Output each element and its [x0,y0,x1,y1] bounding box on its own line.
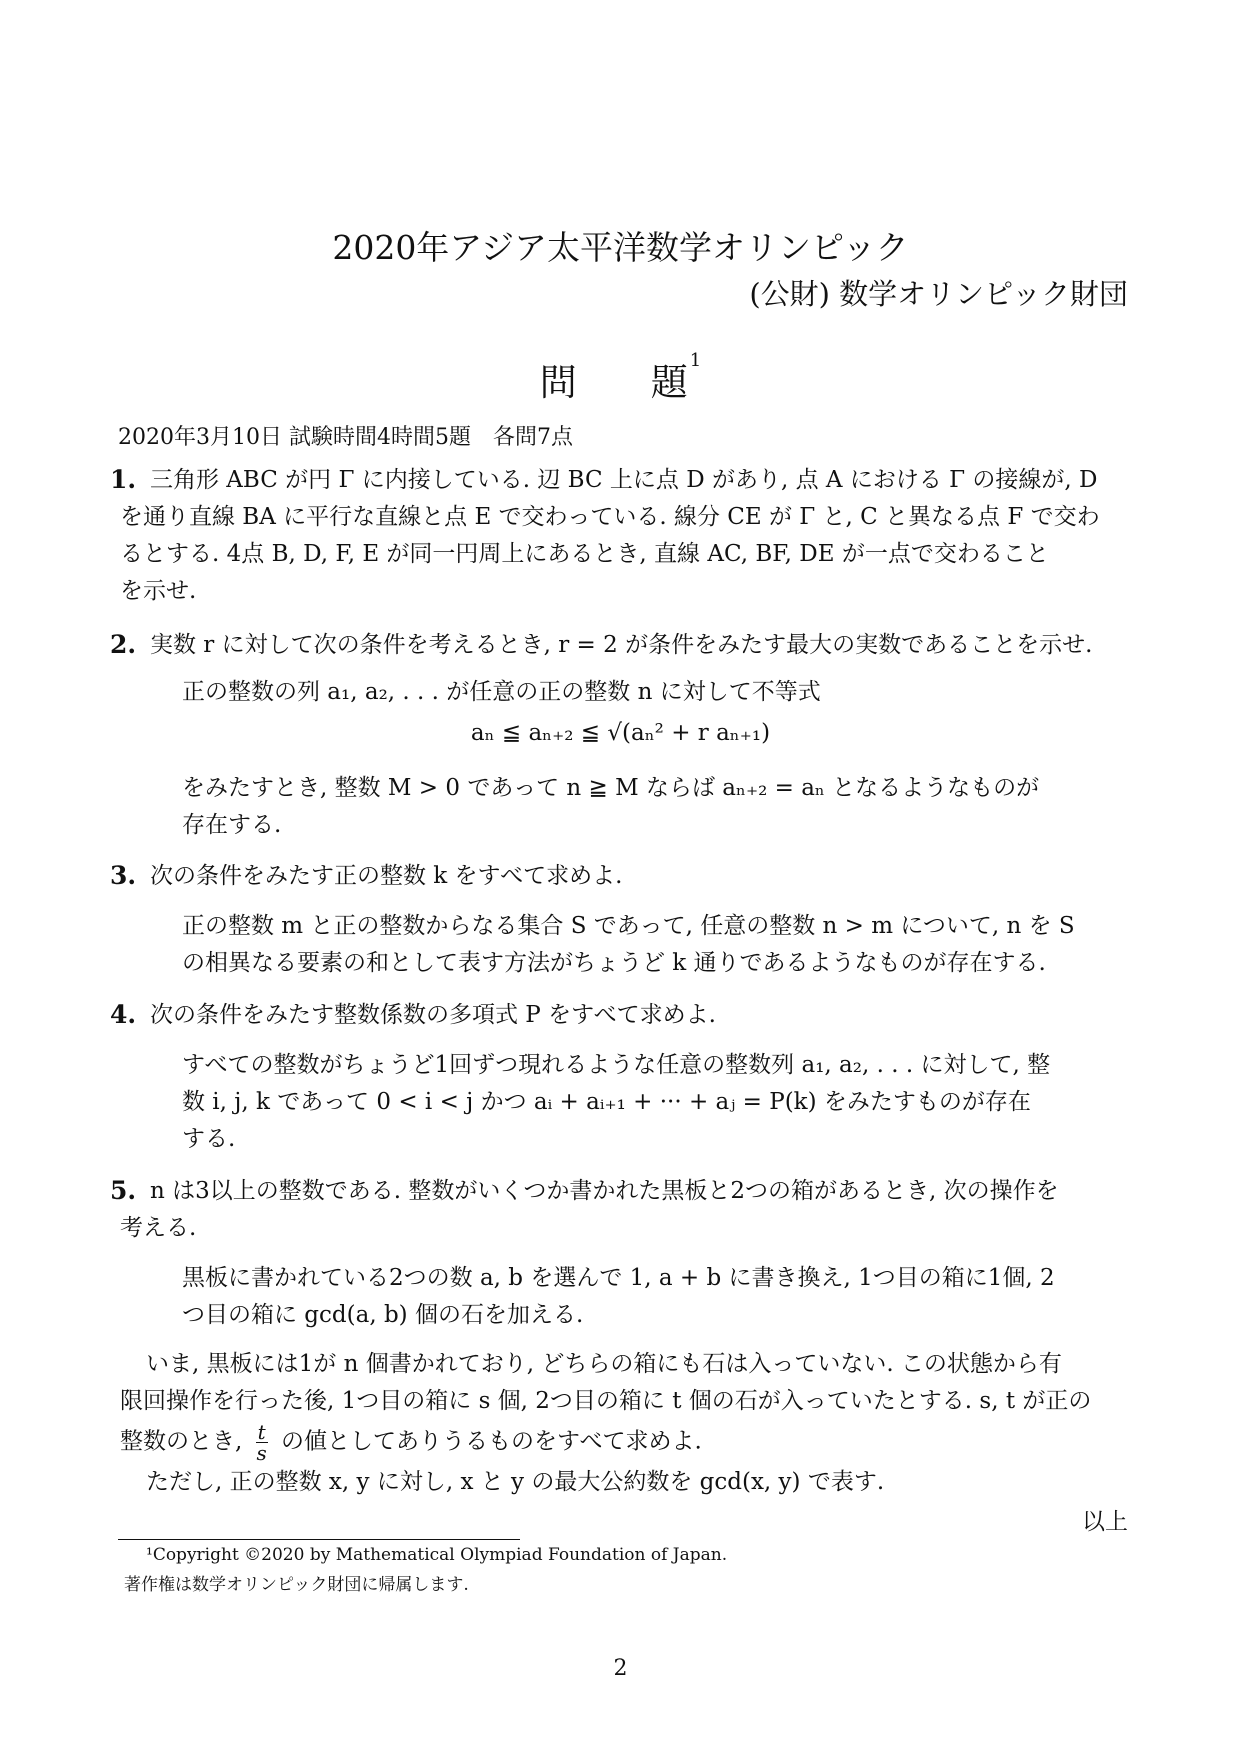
problem-4-intro: 次の条件をみたす整数係数の多項式 P をすべて求めよ. [150,1002,716,1028]
problem-2-condition: 存在する. [182,812,282,838]
closing-mark: 以上 [1082,1509,1128,1535]
fraction [256,1422,268,1463]
body-text: 整数のとき, [120,1428,243,1455]
problem-1-line: を示せ. [120,578,197,604]
footnote-copyright: ¹Copyright ©2020 by Mathematical Olympiad Foundation of Japan. [146,1545,728,1565]
problem-2-condition: をみたすとき, 整数 M > 0 であって n ≧ M ならば aₙ₊₂ = aₙ となるようなものが [182,775,1040,801]
problem-1-line: るとする. 4点 B, D, F, E が同一円周上にあるとき, 直線 AC, BF, DE が一点で交わること [120,541,1049,567]
problem-5-intro: 考える. [120,1215,197,1241]
section-heading [0,352,1241,406]
fraction-denominator: s [256,1441,267,1465]
problem-1-line: 三角形 ABC が円 Γ に内接している. 辺 BC 上に点 D があり, 点 A における Γ の接線が, D [150,467,1098,493]
footnote-rights: 著作権は数学オリンピック財団に帰属します. [124,1575,469,1595]
problem-3-intro: 次の条件をみたす正の整数 k をすべて求めよ. [150,863,623,889]
problem-number: 1. [110,465,137,494]
problem-4-condition: する. [182,1126,236,1152]
problem-2-condition: 正の整数の列 a₁, a₂, . . . が任意の正の整数 n に対して不等式 [182,679,821,705]
problem-number: 4. [110,1000,137,1029]
problem-2-equation: aₙ ≦ aₙ₊₂ ≦ √(aₙ² + r aₙ₊₁) [470,720,771,746]
problem-1-line: を通り直線 BA に平行な直線と点 E で交わっている. 線分 CE が Γ と, C と異なる点 F で交わ [120,504,1100,530]
problem-5-operation: 黒板に書かれている2つの数 a, b を選んで 1, a + b に書き換え, 1つ目の箱に1個, 2 [182,1265,1055,1291]
organization-name: (公財) 数学オリンピック財団 [749,277,1128,311]
heading-text: 問 題 [539,361,688,404]
problem-number: 2. [110,630,137,659]
problem-3-condition: 正の整数 m と正の整数からなる集合 S であって, 任意の整数 n > m について, n を S [182,913,1075,939]
fraction-numerator: t [257,1420,266,1444]
page-number: 2 [613,1656,628,1681]
problem-number: 3. [110,861,137,890]
footnote-mark: 1 [689,350,702,371]
problem-number: 5. [110,1176,137,1205]
problem-5-body: ただし, 正の整数 x, y に対し, x と y の最大公約数を gcd(x, y) で表す. [146,1469,885,1495]
problem-5-body [120,1422,1120,1463]
problem-5-intro: n は3以上の整数である. 整数がいくつか書かれた黒板と2つの箱があるとき, 次の操作を [150,1178,1059,1204]
problem-5-body: いま, 黒板には1が n 個書かれており, どちらの箱にも石は入っていない. この状態から有 [146,1351,1062,1377]
problem-5-operation: つ目の箱に gcd(a, b) 個の石を加える. [182,1302,584,1328]
footnote-rule [118,1539,520,1540]
problem-2-intro: 実数 r に対して次の条件を考えるとき, r = 2 が条件をみたす最大の実数であることを示せ. [150,632,1093,658]
body-text: の値としてありうるものをすべて求めよ. [280,1428,702,1455]
document-title: 2020年アジア太平洋数学オリンピック [332,228,909,267]
problem-4-condition: 数 i, j, k であって 0 < i < j かつ aᵢ + aᵢ₊₁ + ··· + aⱼ = P(k) をみたすものが存在 [182,1089,1031,1115]
problem-5-body: 限回操作を行った後, 1つ目の箱に s 個, 2つ目の箱に t 個の石が入っていたとする. s, t が正の [120,1388,1092,1414]
problem-4-condition: すべての整数がちょうど1回ずつ現れるような任意の整数列 a₁, a₂, . . . に対して, 整 [182,1052,1051,1078]
exam-info: 2020年3月10日 試験時間4時間5題 各問7点 [118,425,573,450]
problem-3-condition: の相異なる要素の和として表す方法がちょうど k 通りであるようなものが存在する. [182,950,1046,976]
